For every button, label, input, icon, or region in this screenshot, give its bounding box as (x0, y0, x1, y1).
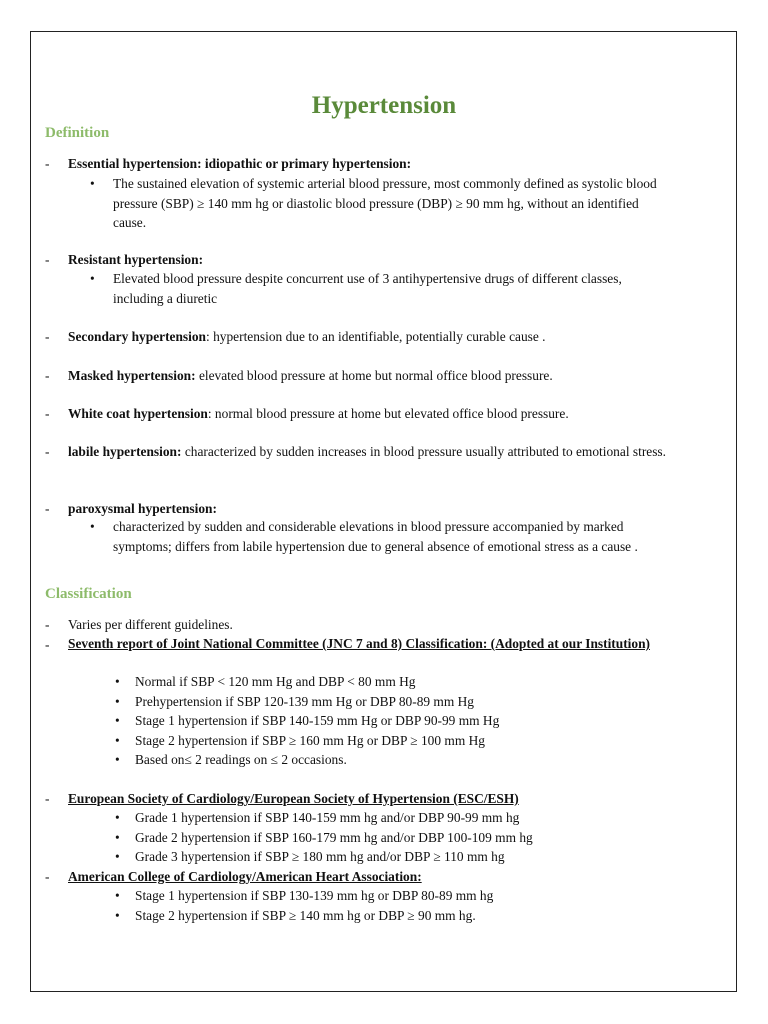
definition-resistant-bullets (45, 269, 665, 308)
bullet-icon: • (115, 674, 120, 689)
list-item: • Prehypertension if SBP 120-139 mm Hg or DBP 80-89 mm Hg (45, 692, 665, 712)
list-item: • Grade 2 hypertension if SBP 160-179 mm hg and/or DBP 100-109 mm hg (45, 828, 665, 848)
dash-marker: - (45, 617, 50, 632)
dash-marker: - (45, 156, 50, 171)
dash-marker: - (45, 329, 50, 344)
dash-marker: - (45, 406, 50, 421)
bullet-icon: • (115, 693, 120, 709)
classification-intro: - Varies per different guidelines. (45, 615, 685, 635)
list-item: • Elevated blood pressure despite concurrent use of 3 antihypertensive drugs of different classes, including a diuretic (90, 271, 622, 306)
list-item: • The sustained elevation of systemic arterial blood pressure, most commonly defined as systolic blood pressure (SBP) ≥ 140 mm hg or diastolic blood pressure (DBP) ≥ 90 mm hg, without an identified cause. (90, 176, 657, 230)
classification-group-esc (45, 789, 685, 809)
definition-term: Resistant hypertension: (68, 252, 204, 267)
definition-term: labile hypertension: (68, 444, 182, 459)
definition-essential-bullets (45, 174, 665, 233)
list-item: • Stage 2 hypertension if SBP ≥ 160 mm Hg or DBP ≥ 100 mm Hg (45, 731, 665, 751)
bullet-icon: • (115, 829, 120, 845)
definition-item-secondary (45, 327, 685, 347)
group-title: American College of Cardiology/American Heart Association: (68, 869, 422, 884)
definition-text: : normal blood pressure at home but elevated office blood pressure. (207, 406, 569, 421)
classification-heading: Classification (45, 586, 132, 602)
classification-group-acc (45, 867, 685, 887)
classification-jnc-bullets (45, 672, 665, 770)
list-item: • Grade 1 hypertension if SBP 140-159 mm hg and/or DBP 90-99 mm hg (45, 808, 665, 828)
definition-item-paroxysmal (45, 499, 685, 519)
definition-item-resistant (45, 250, 685, 270)
dash-marker: - (45, 791, 50, 806)
list-item: • Normal if SBP < 120 mm Hg and DBP < 80 mm Hg (45, 672, 665, 692)
bullet-icon: • (115, 849, 120, 864)
definition-item-labile (45, 442, 685, 462)
classification-acc-bullets (45, 886, 665, 925)
definition-text: elevated blood pressure at home but normal office blood pressure. (195, 368, 553, 383)
definition-item-essential (45, 154, 685, 174)
definition-item-white-coat (45, 404, 685, 424)
definition-term: paroxysmal hypertension: (68, 501, 217, 516)
bullet-icon: • (90, 176, 95, 191)
dash-marker: - (45, 501, 50, 516)
definition-term: White coat hypertension (68, 406, 208, 421)
classification-esc-bullets (45, 808, 665, 867)
bullet-icon: • (115, 752, 120, 767)
bullet-icon: • (115, 713, 120, 728)
definition-item-masked (45, 366, 685, 386)
bullet-icon: • (115, 732, 120, 748)
definition-heading: Definition (45, 125, 110, 141)
bullet-icon: • (90, 519, 95, 534)
definition-term: Essential hypertension: idiopathic or primary hypertension: (68, 156, 412, 171)
dash-marker: - (45, 252, 50, 267)
bullet-icon: • (90, 271, 95, 286)
list-item: • Stage 1 hypertension if SBP 130-139 mm hg or DBP 80-89 mm hg (45, 886, 665, 906)
definition-paroxysmal-bullets (45, 517, 665, 556)
bullet-icon: • (115, 907, 120, 923)
definition-term: Secondary hypertension (68, 329, 207, 344)
dash-marker: - (45, 368, 50, 383)
definition-text: : hypertension due to an identifiable, potentially curable cause . (206, 329, 546, 344)
list-item: • Stage 2 hypertension if SBP ≥ 140 mm hg or DBP ≥ 90 mm hg. (45, 906, 665, 926)
bullet-icon: • (115, 888, 120, 903)
list-item: • characterized by sudden and considerable elevations in blood pressure accompanied by marked symptoms; differs from labile hypertension due to general absence of emotional stress as a cause . (90, 519, 638, 554)
dash-marker: - (45, 637, 50, 652)
group-title: Seventh report of Joint National Committee (JNC 7 and 8) Classification: (Adopted at our Institution) (68, 636, 650, 651)
list-item: • Grade 3 hypertension if SBP ≥ 180 mm hg and/or DBP ≥ 110 mm hg (45, 847, 665, 867)
group-title: European Society of Cardiology/European Society of Hypertension (ESC/ESH) (68, 791, 519, 806)
bullet-icon: • (115, 810, 120, 825)
dash-marker: - (45, 869, 50, 884)
dash-marker: - (45, 444, 50, 459)
definition-text: characterized by sudden increases in blood pressure usually attributed to emotional stress. (181, 444, 666, 459)
classification-group-jnc (45, 635, 685, 653)
definition-term: Masked hypertension: (68, 368, 196, 383)
list-item: • Stage 1 hypertension if SBP 140-159 mm Hg or DBP 90-99 mm Hg (45, 711, 665, 731)
document-title: Hypertension (311, 92, 457, 119)
list-item: • Based on≤ 2 readings on ≤ 2 occasions. (45, 750, 665, 770)
